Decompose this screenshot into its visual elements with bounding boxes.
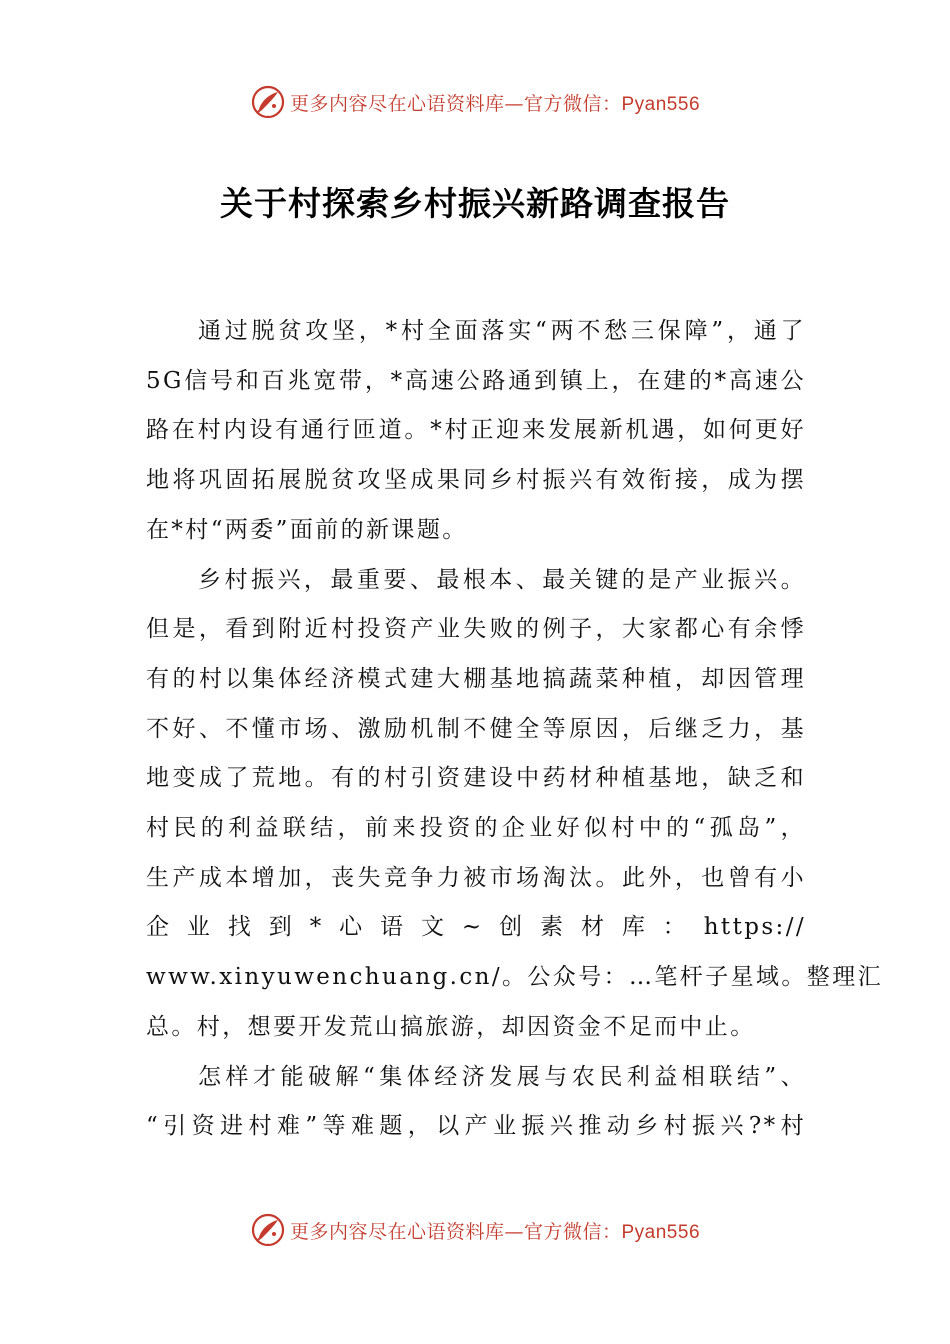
body-line: 通过脱贫攻坚，*村全面落实“两不愁三保障”，通了 [198, 318, 806, 344]
body-line: 不好、不懂市场、激励机制不健全等原因，后继乏力，基 [146, 715, 806, 742]
body-line: 总。村，想要开发荒山搞旅游，却因资金不足而中止。 [146, 1013, 756, 1040]
wechat-id: Pyan556 [621, 93, 701, 115]
body-line: 地变成了荒地。有的村引资建设中药材种植基地，缺乏和 [146, 765, 806, 792]
document-title: 关于村探索乡村振兴新路调查报告 [220, 184, 730, 223]
body-line: 乡村振兴，最重要、最根本、最关键的是产业振兴。 [198, 566, 806, 593]
body-line: www.xinyuwenchuang.cn/。公众号：…笔杆子星域。整理汇 [146, 964, 884, 991]
banner-text: 更多内容尽在心语资料库—官方微信：Pyan556 [289, 1220, 701, 1243]
body-line: 在*村“两委”面前的新课题。 [146, 516, 468, 543]
pen-logo-icon [250, 1212, 286, 1248]
body-line: 怎样才能破解“集体经济发展与农民利益相联结”、 [198, 1063, 806, 1090]
pen-logo-icon [250, 84, 286, 120]
body-line: 路在村内设有通行匝道。*村正迎来发展新机遇，如何更好 [146, 417, 806, 444]
body-line: 但是，看到附近村投资产业失败的例子，大家都心有余悸 [146, 616, 806, 643]
body-line: 有的村以集体经济模式建大棚基地搞蔬菜种植，却因管理 [146, 665, 806, 692]
wechat-id: Pyan556 [621, 1221, 701, 1243]
body-line: 企业找到*心语文~创素材库：https:// [146, 914, 806, 941]
banner-text: 更多内容尽在心语资料库—官方微信：Pyan556 [289, 92, 701, 115]
body-line: “引资进村难”等难题，以产业振兴推动乡村振兴?*村 [146, 1113, 806, 1140]
header-banner [0, 82, 950, 122]
footer-banner [0, 1210, 950, 1250]
body-line: 地将巩固拓展脱贫攻坚成果同乡村振兴有效衔接，成为摆 [146, 467, 806, 494]
body-line: 5G信号和百兆宽带，*高速公路通到镇上，在建的*高速公 [146, 367, 806, 394]
body-line: 生产成本增加，丧失竞争力被市场淘汰。此外，也曾有小 [146, 864, 806, 891]
document-body [146, 307, 884, 1152]
body-line: 村民的利益联结，前来投资的企业好似村中的“孤岛”， [146, 815, 806, 842]
